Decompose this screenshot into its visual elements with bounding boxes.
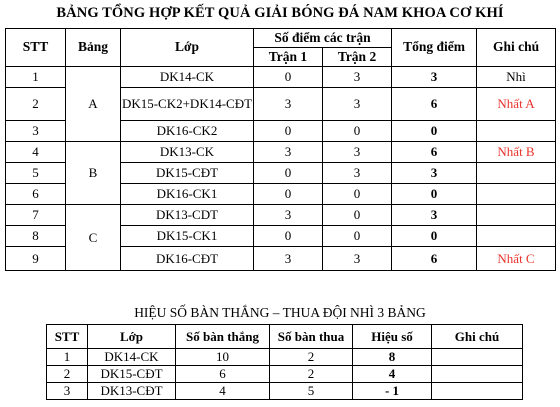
note-cell [432,366,523,383]
note-cell [432,383,523,400]
table-row [6,142,556,163]
goal-diff-cell: - 1 [353,383,432,400]
stt-cell: 6 [6,184,66,205]
match1-cell: 0 [254,121,323,142]
stt-cell: 1 [6,67,66,88]
stt-cell: 2 [47,366,88,383]
class-cell: DK15-CK1 [121,226,254,247]
class-cell: DK14-CK [121,67,254,88]
note-cell: Nhất A [477,88,556,121]
header-ghi-chu: Ghi chú [477,29,556,67]
note-cell [477,121,556,142]
match1-cell: 3 [254,142,323,163]
header-lop: Lớp [88,325,176,349]
stt-cell: 5 [6,163,66,184]
class-cell: DK16-CK1 [121,184,254,205]
table-row [47,349,523,366]
match1-cell: 3 [254,88,323,121]
note-cell [432,349,523,366]
goals-for-cell: 4 [176,383,270,400]
total-cell: 0 [392,184,477,205]
header-stt: STT [6,29,66,67]
total-cell: 6 [392,142,477,163]
header-tong-diem: Tổng điểm [392,29,477,67]
match2-cell: 0 [323,205,392,226]
match2-cell: 3 [323,163,392,184]
results-table [5,28,556,271]
header-so-ban-thang: Số bàn thắng [176,325,270,349]
stt-cell: 3 [6,121,66,142]
goals-against-cell: 2 [270,366,353,383]
header-so-ban-thua: Số bàn thua [270,325,353,349]
total-cell: 0 [392,226,477,247]
header-so-diem: Số điểm các trận [254,29,392,48]
match1-cell: 0 [254,67,323,88]
match2-cell: 0 [323,184,392,205]
table-row [6,67,556,88]
note-cell [477,205,556,226]
stt-cell: 9 [6,247,66,271]
match2-cell: 0 [323,226,392,247]
match1-cell: 3 [254,205,323,226]
stt-cell: 2 [6,88,66,121]
table-row [47,366,523,383]
header-stt: STT [47,325,88,349]
goal-diff-cell: 8 [353,349,432,366]
goal-difference-table [46,324,523,400]
goals-for-cell: 10 [176,349,270,366]
match1-cell: 0 [254,163,323,184]
group-cell: A [66,67,121,142]
match1-cell: 3 [254,247,323,271]
goals-for-cell: 6 [176,366,270,383]
table-row [47,383,523,400]
group-cell: B [66,142,121,205]
class-cell: DK15-CĐT [88,366,176,383]
note-cell [477,163,556,184]
match2-cell: 3 [323,67,392,88]
note-cell: Nhì [477,67,556,88]
note-cell [477,184,556,205]
header-hieu-so: Hiệu số [353,325,432,349]
note-cell [477,226,556,247]
class-cell: DK15-CĐT [121,163,254,184]
class-cell: DK13-CDT [121,205,254,226]
goals-against-cell: 5 [270,383,353,400]
header-tran-2: Trận 2 [323,48,392,67]
note-cell: Nhất B [477,142,556,163]
match1-cell: 0 [254,184,323,205]
stt-cell: 7 [6,205,66,226]
group-cell: C [66,205,121,271]
match1-cell: 0 [254,226,323,247]
stt-cell: 8 [6,226,66,247]
class-cell: DK16-CK2 [121,121,254,142]
class-cell: DK16-CĐT [121,247,254,271]
total-cell: 6 [392,88,477,121]
total-cell: 3 [392,205,477,226]
header-lop: Lớp [121,29,254,67]
header-row [6,29,556,48]
header-row [47,325,523,349]
total-cell: 3 [392,67,477,88]
total-cell: 6 [392,247,477,271]
total-cell: 3 [392,163,477,184]
match2-cell: 0 [323,121,392,142]
class-cell: DK13-CĐT [88,383,176,400]
goal-difference-title: HIỆU SỐ BÀN THẮNG – THUA ĐỘI NHÌ 3 BẢNG [134,305,426,320]
total-cell: 0 [392,121,477,142]
stt-cell: 3 [47,383,88,400]
header-ghi-chu: Ghi chú [432,325,523,349]
goal-diff-cell: 4 [353,366,432,383]
header-bang: Bảng [66,29,121,67]
match2-cell: 3 [323,88,392,121]
class-cell: DK15-CK2+DK14-CĐT [121,88,254,121]
match2-cell: 3 [323,142,392,163]
table-row [6,205,556,226]
stt-cell: 4 [6,142,66,163]
header-tran-1: Trận 1 [254,48,323,67]
goals-against-cell: 2 [270,349,353,366]
class-cell: DK13-CK [121,142,254,163]
class-cell: DK14-CK [88,349,176,366]
stt-cell: 1 [47,349,88,366]
match2-cell: 3 [323,247,392,271]
results-table-title: BẢNG TỔNG HỢP KẾT QUẢ GIẢI BÓNG ĐÁ NAM KHOA CƠ KHÍ [56,5,504,21]
note-cell: Nhất C [477,247,556,271]
